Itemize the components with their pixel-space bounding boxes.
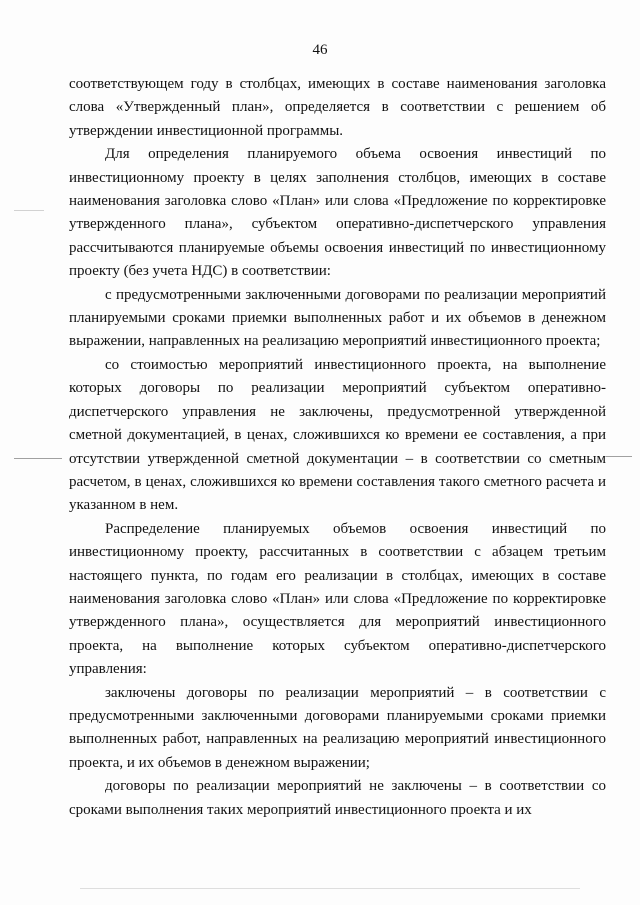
paragraph-1: соответствующем году в столбцах, имеющих в составе наименования заголовка слова «Утвержденный план», определяется в соответствии с решением об утверждении инвестиционной программы. (69, 76, 606, 139)
scan-artifact-bottom (80, 888, 580, 889)
paragraph-2: Для определения планируемого объема освоения инвестиций по инвестиционному проекту в целях заполнения столбцов, имеющих в составе наименования заголовка слово «План» или слова «Предложение по корректировке утвержденного плана», субъектом оперативно-диспетчерского управления рассчитываются планируемые объемы освоения инвестиций по инвестиционному проекту (без учета НДС) в соответствии: (69, 146, 606, 280)
scan-artifact-right (606, 456, 632, 457)
paragraph-7: договоры по реализации мероприятий не заключены – в соответствии со сроками выполнения таких мероприятий инвестиционного проекта и их (69, 778, 606, 818)
paragraph-6: заключены договоры по реализации мероприятий – в соответствии с предусмотренными заключенными договорами планируемыми сроками приемки выполненных работ, направленных на реализацию мероприятий инвестиционного проекта, и их объемов в денежном выражении; (69, 684, 606, 771)
document-body (69, 73, 606, 822)
scan-artifact-top-left (14, 210, 44, 211)
scan-artifact-left (14, 458, 62, 459)
paragraph-4: со стоимостью мероприятий инвестиционного проекта, на выполнение которых договоры по реализации мероприятий субъектом оперативно-диспетчерского управления не заключены, предусмотренной утвержденной сметной документацией, в ценах, сложившихся ко времени ее составления, а при отсутствии утвержденной сметной документации – в соответствии со сметным расчетом, в ценах, сложившихся ко времени составления такого сметного расчета и указанном в нем. (69, 356, 606, 514)
page-number: 46 (312, 42, 328, 58)
paragraph-5: Распределение планируемых объемов освоения инвестиций по инвестиционному проекту, рассчитанных в соответствии с абзацем третьим настоящего пункта, по годам его реализации в столбцах, имеющих в составе наименования заголовка слово «План» или слова «Предложение по корректировке утвержденного плана», осуществляется для мероприятий инвестиционного проекта, на выполнение которых субъектом оперативно-диспетчерского управления: (69, 520, 606, 678)
paragraph-3: с предусмотренными заключенными договорами по реализации мероприятий планируемыми сроками приемки выполненных работ и их объемов в денежном выражении, направленных на реализацию мероприятий инвестиционного проекта; (69, 286, 606, 350)
